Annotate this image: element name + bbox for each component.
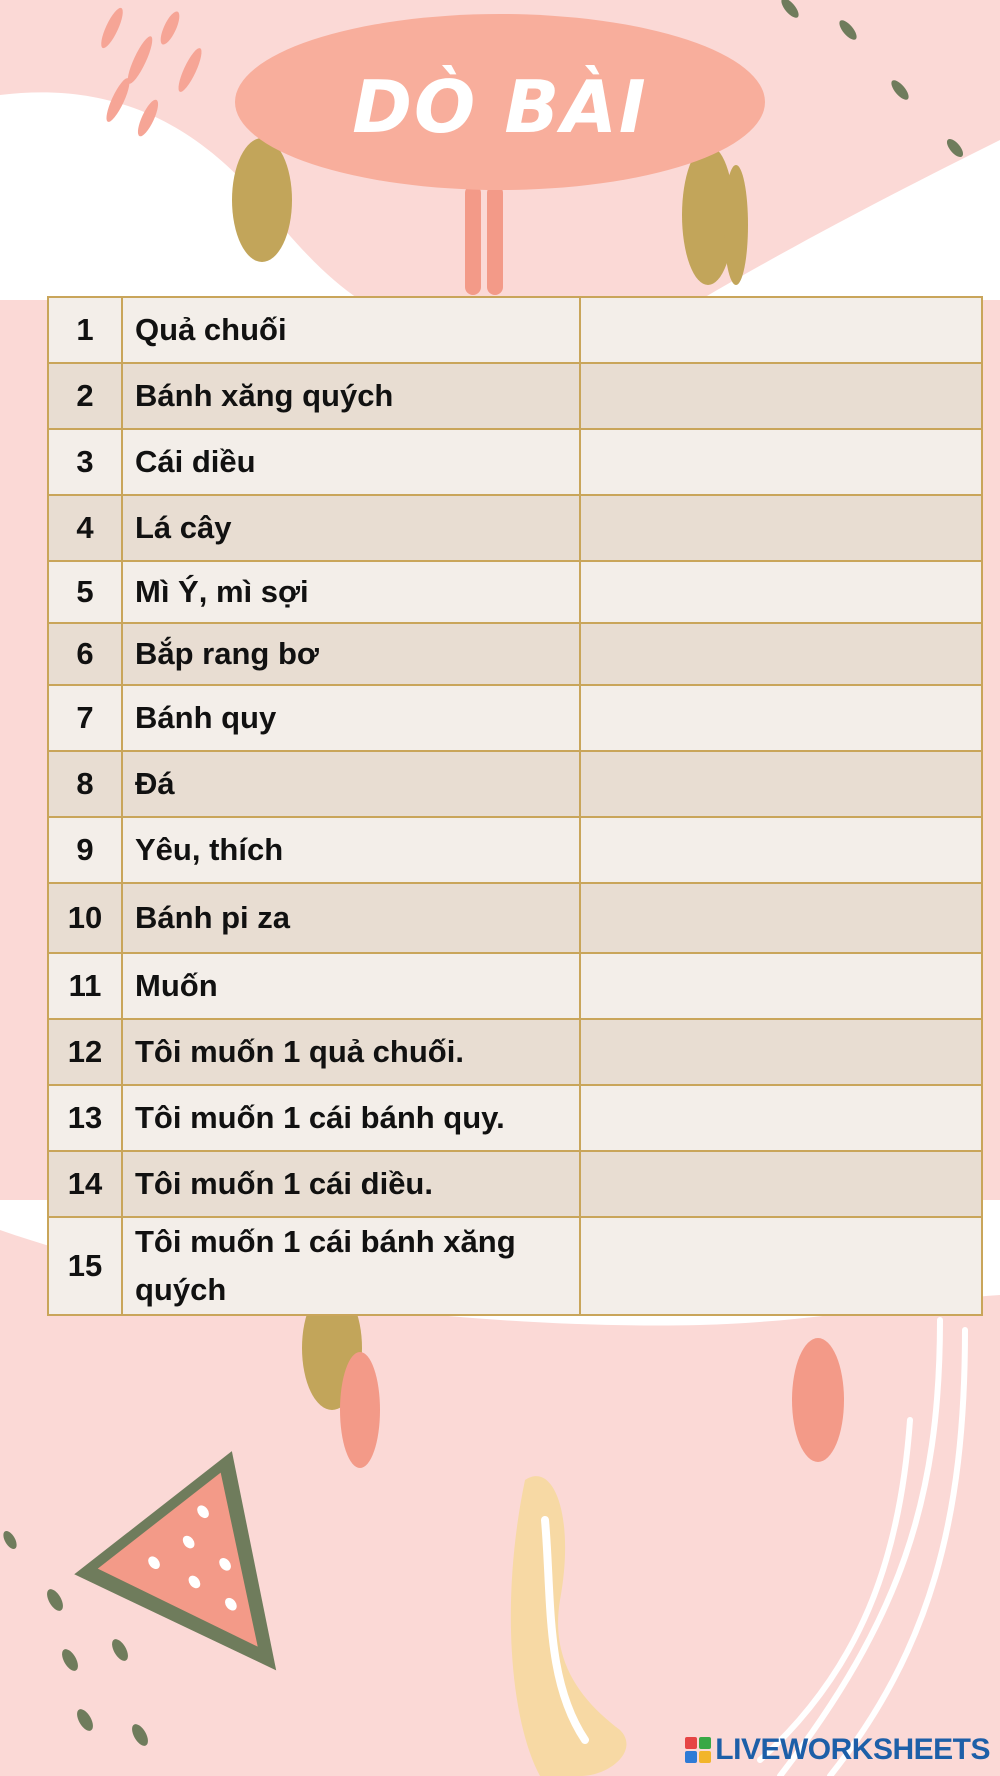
answer-field[interactable]: [580, 953, 982, 1019]
table-row: [48, 623, 982, 685]
row-number: 7: [48, 685, 122, 751]
table-row: [48, 495, 982, 561]
row-number: 13: [48, 1085, 122, 1151]
answer-field[interactable]: [580, 1085, 982, 1151]
vocabulary-table: [47, 296, 983, 1316]
answer-field[interactable]: [580, 1019, 982, 1085]
row-number: 12: [48, 1019, 122, 1085]
table-row: [48, 883, 982, 953]
answer-field[interactable]: [580, 429, 982, 495]
answer-field[interactable]: [580, 363, 982, 429]
vocab-word: Muốn: [122, 953, 580, 1019]
row-number: 14: [48, 1151, 122, 1217]
table-row: [48, 297, 982, 363]
row-number: 1: [48, 297, 122, 363]
answer-field[interactable]: [580, 297, 982, 363]
table-row: [48, 1151, 982, 1217]
answer-field[interactable]: [580, 685, 982, 751]
row-number: 2: [48, 363, 122, 429]
table-row: [48, 1085, 982, 1151]
vocab-word: Bắp rang bơ: [122, 623, 580, 685]
answer-field[interactable]: [580, 561, 982, 623]
liveworksheets-logo: [685, 1732, 990, 1768]
vocab-word: Tôi muốn 1 cái bánh quy.: [122, 1085, 580, 1151]
row-number: 3: [48, 429, 122, 495]
vocab-word: Quả chuối: [122, 297, 580, 363]
answer-field[interactable]: [580, 751, 982, 817]
row-number: 11: [48, 953, 122, 1019]
vocab-word: Bánh quy: [122, 685, 580, 751]
row-number: 9: [48, 817, 122, 883]
table-row: [48, 685, 982, 751]
brand-name: LIVEWORKSHEETS: [715, 1733, 990, 1766]
table-row: [48, 1019, 982, 1085]
table-row: [48, 953, 982, 1019]
answer-field[interactable]: [580, 817, 982, 883]
table-row: [48, 561, 982, 623]
row-number: 15: [48, 1217, 122, 1315]
answer-field[interactable]: [580, 623, 982, 685]
row-number: 6: [48, 623, 122, 685]
title-banner: [0, 0, 1000, 260]
vocab-word: Tôi muốn 1 cái bánh xăng quých: [122, 1217, 580, 1315]
table-row: [48, 363, 982, 429]
logo-grid-icon: [685, 1737, 711, 1763]
answer-field[interactable]: [580, 495, 982, 561]
vocab-word: Bánh xăng quých: [122, 363, 580, 429]
row-number: 10: [48, 883, 122, 953]
vocab-word: Mì Ý, mì sợi: [122, 561, 580, 623]
vocab-word: Yêu, thích: [122, 817, 580, 883]
table-row: [48, 429, 982, 495]
table-row: [48, 751, 982, 817]
page-title: DÒ BÀI: [352, 65, 648, 149]
row-number: 5: [48, 561, 122, 623]
table-row: [48, 1217, 982, 1315]
answer-field[interactable]: [580, 1151, 982, 1217]
vocab-word: Tôi muốn 1 cái diều.: [122, 1151, 580, 1217]
vocab-word: Lá cây: [122, 495, 580, 561]
vocab-word: Bánh pi za: [122, 883, 580, 953]
vocab-word: Cái diều: [122, 429, 580, 495]
table-row: [48, 817, 982, 883]
answer-field[interactable]: [580, 883, 982, 953]
answer-field[interactable]: [580, 1217, 982, 1315]
row-number: 4: [48, 495, 122, 561]
row-number: 8: [48, 751, 122, 817]
vocab-word: Tôi muốn 1 quả chuối.: [122, 1019, 580, 1085]
vocab-word: Đá: [122, 751, 580, 817]
